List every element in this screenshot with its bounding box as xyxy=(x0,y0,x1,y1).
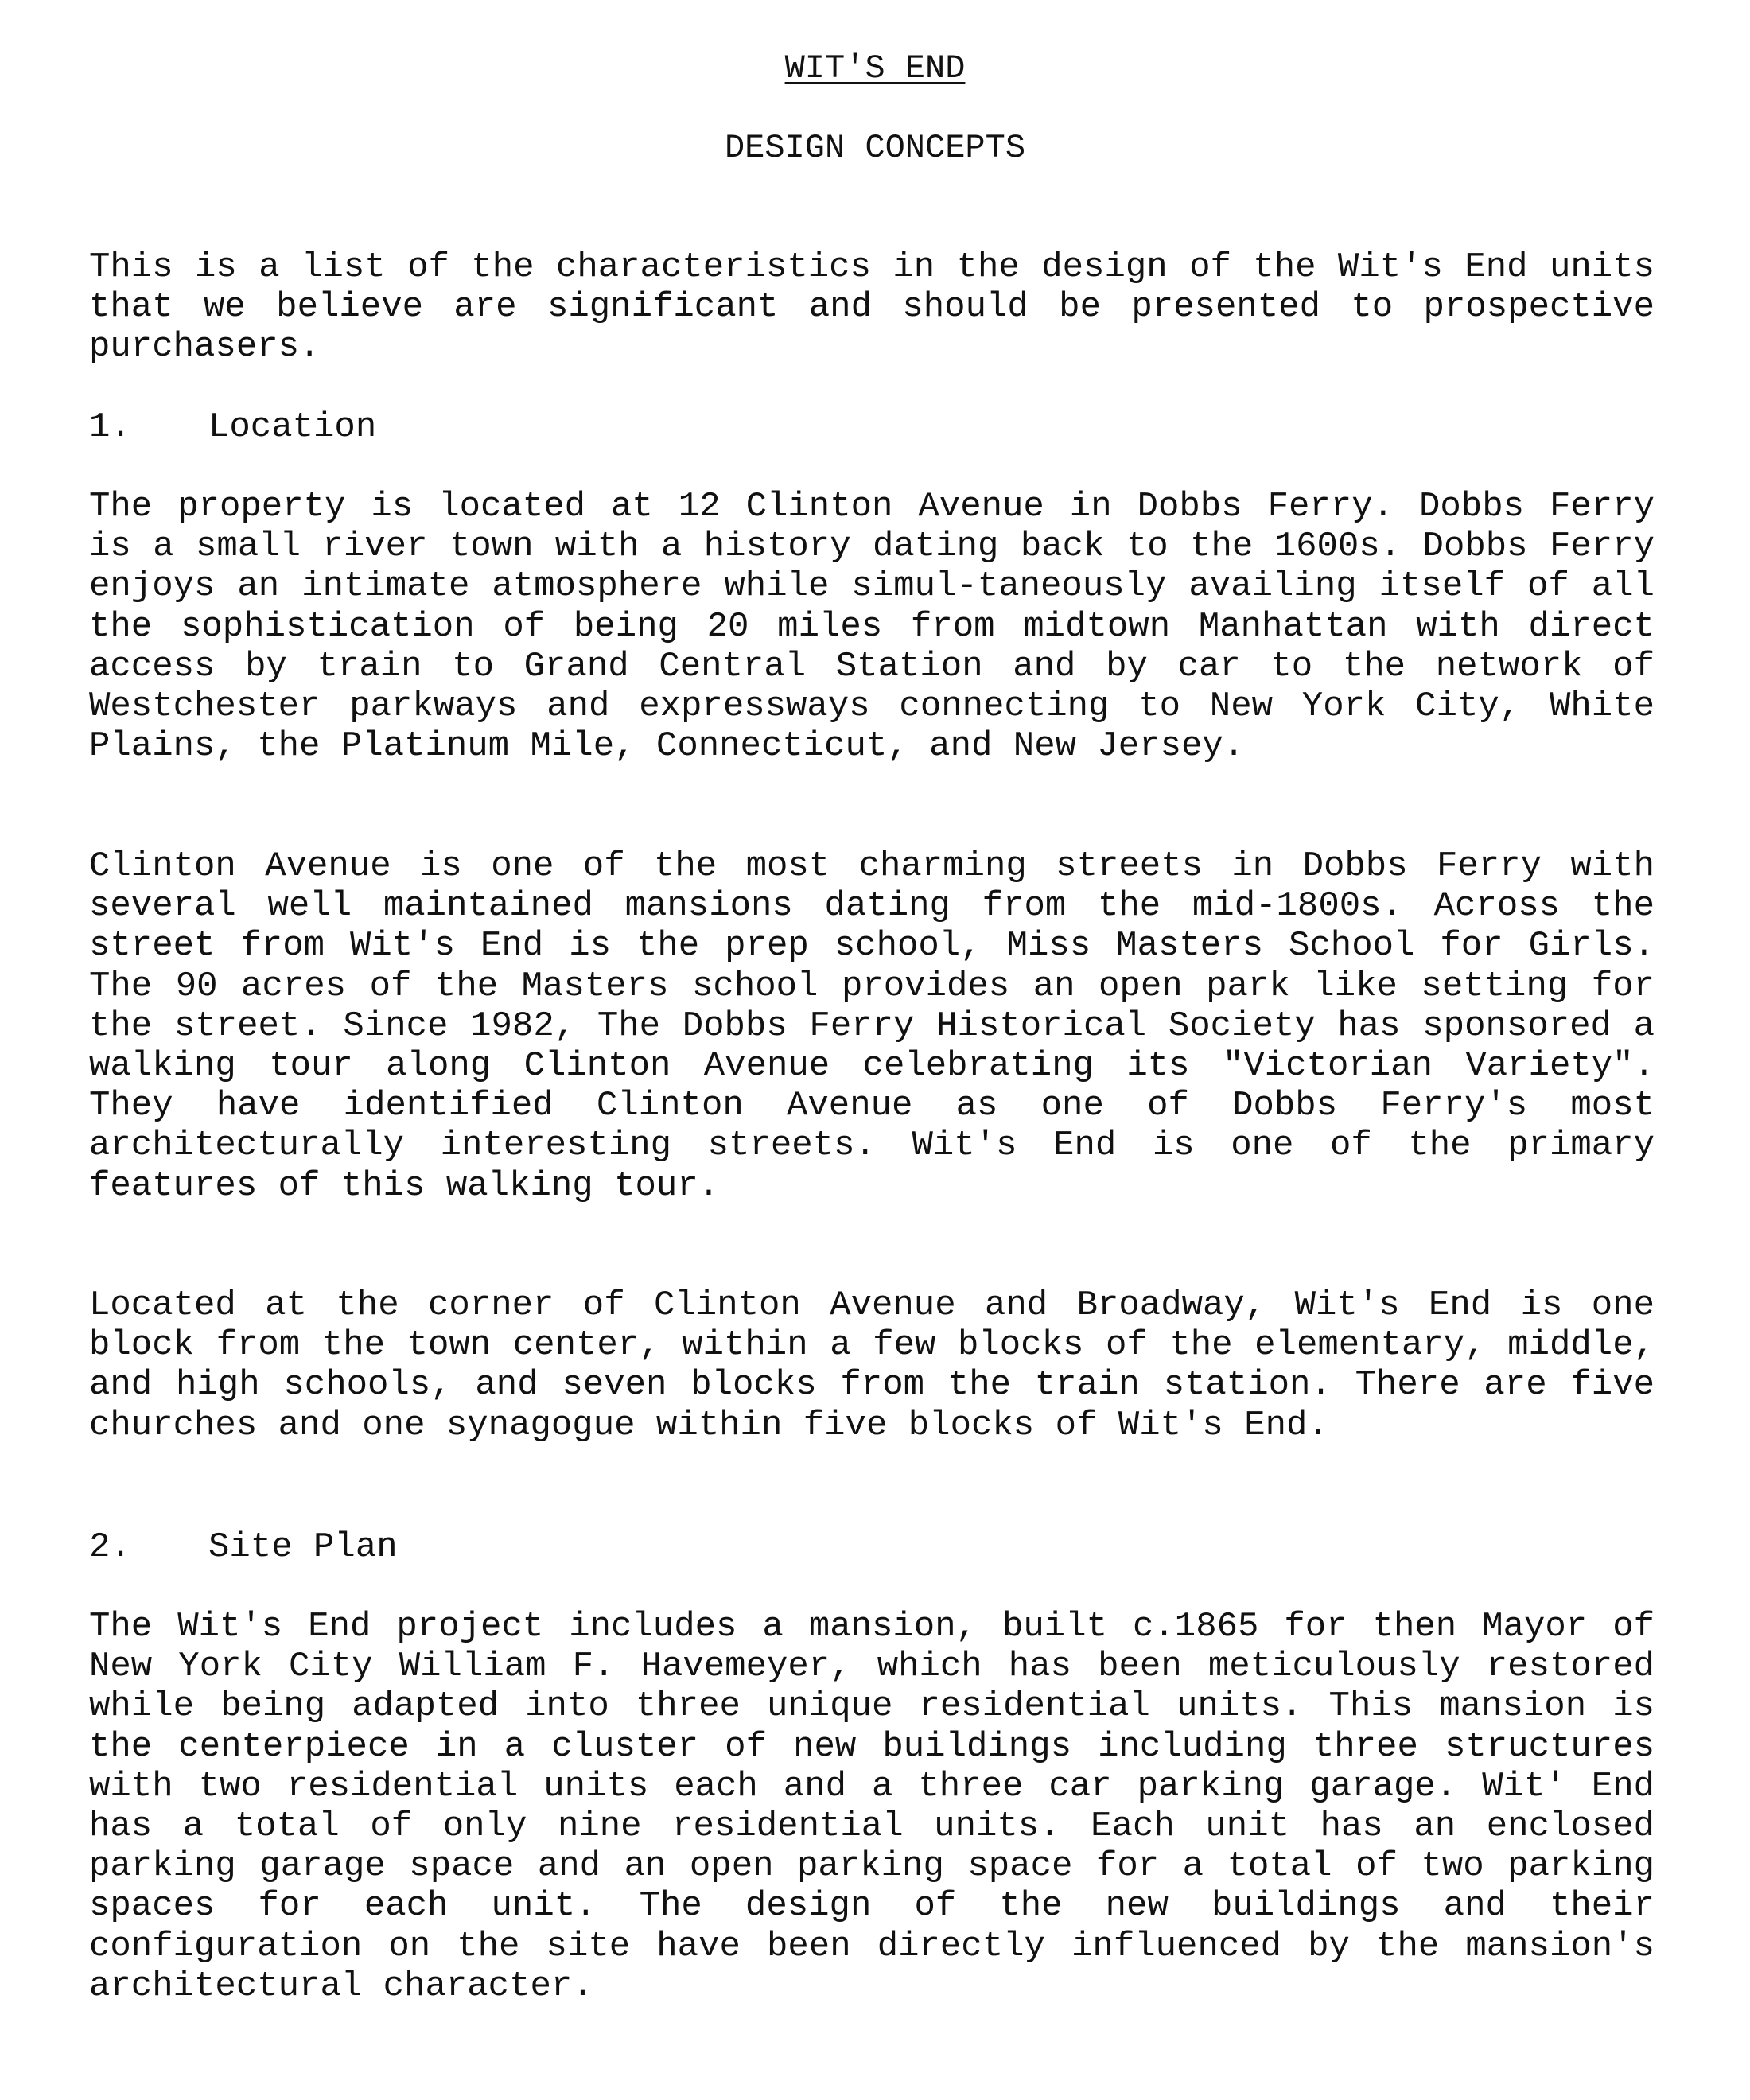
section-number: 1. xyxy=(89,407,131,447)
location-paragraph-2: Clinton Avenue is one of the most charming streets in Dobbs Ferry with several well maintained mansions dating from the mid-1800s. Across the street from Wit's End is the prep school, Miss Masters School for Girls. The 90 acres of the Masters school provides an open park like setting for the street. Since 1982, The Dobbs Ferry Historical Society has sponsored a walking tour along Clinton Avenue celebrating its "Victorian Variety". They have identified Clinton Avenue as one of Dobbs Ferry's most architecturally interesting streets. Wit's End is one of the primary features of this walking tour. xyxy=(89,846,1655,1206)
site-plan-paragraph-1: The Wit's End project includes a mansion, built c.1865 for then Mayor of New York City William F. Havemeyer, which has been meticulously restored while being adapted into three unique residential units. This mansion is the centerpiece in a cluster of new buildings including three structures with two residential units each and a three car parking garage. Wit' End has a total of only nine residential units. Each unit has an enclosed parking garage space and an open parking space for a total of two parking spaces for each unit. The design of the new buildings and their configuration on the site have been directly influenced by the mansion's architectural character. xyxy=(89,1607,1655,2006)
section-heading-site-plan xyxy=(89,1527,1655,1567)
section-heading-location xyxy=(89,407,1655,447)
section-number: 2. xyxy=(89,1527,131,1567)
location-paragraph-3: Located at the corner of Clinton Avenue and Broadway, Wit's End is one block from the town center, within a few blocks of the elementary, middle, and high schools, and seven blocks from the train station. There are five churches and one synagogue within five blocks of Wit's End. xyxy=(89,1285,1655,1445)
section-title: Location xyxy=(208,407,377,447)
document-subtitle: DESIGN CONCEPTS xyxy=(724,129,1026,167)
document-title: WIT'S END xyxy=(784,49,966,88)
section-title: Site Plan xyxy=(208,1527,398,1567)
location-paragraph-1: The property is located at 12 Clinton Avenue in Dobbs Ferry. Dobbs Ferry is a small river town with a history dating back to the 1600s. Dobbs Ferry enjoys an intimate atmosphere while simul-taneously availing itself of all the sophistication of being 20 miles from midtown Manhattan with direct access by train to Grand Central Station and by car to the network of Westchester parkways and expressways connecting to New York City, White Plains, the Platinum Mile, Connecticut, and New Jersey. xyxy=(89,487,1655,767)
intro-paragraph: This is a list of the characteristics in the design of the Wit's End units that we believe are significant and should be presented to prospective purchasers. xyxy=(89,247,1655,368)
